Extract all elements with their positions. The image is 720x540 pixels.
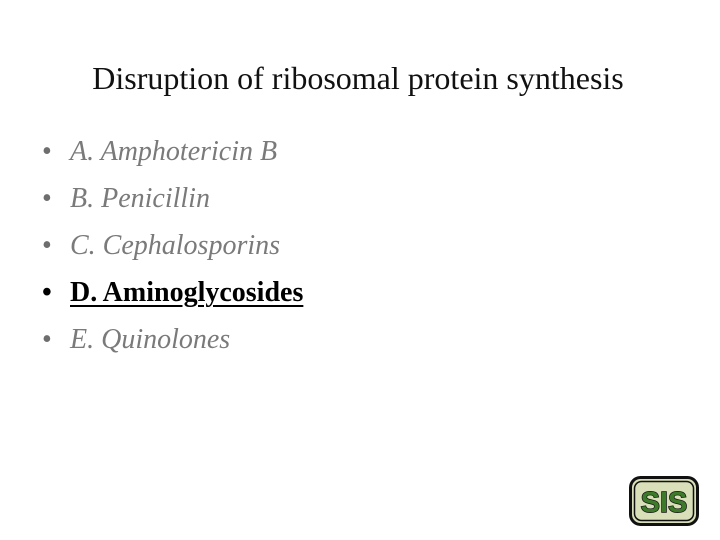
option-c-text: C. Cephalosporins (70, 230, 281, 261)
slide-title: Disruption of ribosomal protein synthesis (92, 60, 624, 96)
sis-logo-icon (629, 476, 699, 526)
bullet-icon: • (42, 324, 52, 355)
option-b-text: B. Penicillin (70, 183, 210, 214)
bullet-icon: • (42, 136, 52, 167)
logo-text: SIS (640, 487, 688, 519)
bullet-icon: • (42, 277, 52, 308)
option-e-text: E. Quinolones (70, 324, 231, 355)
option-d-text: D. Aminoglycosides (70, 277, 304, 308)
bullet-icon: • (42, 230, 52, 261)
bullet-icon: • (42, 183, 52, 214)
option-a-text: A. Amphotericin B (70, 136, 278, 167)
